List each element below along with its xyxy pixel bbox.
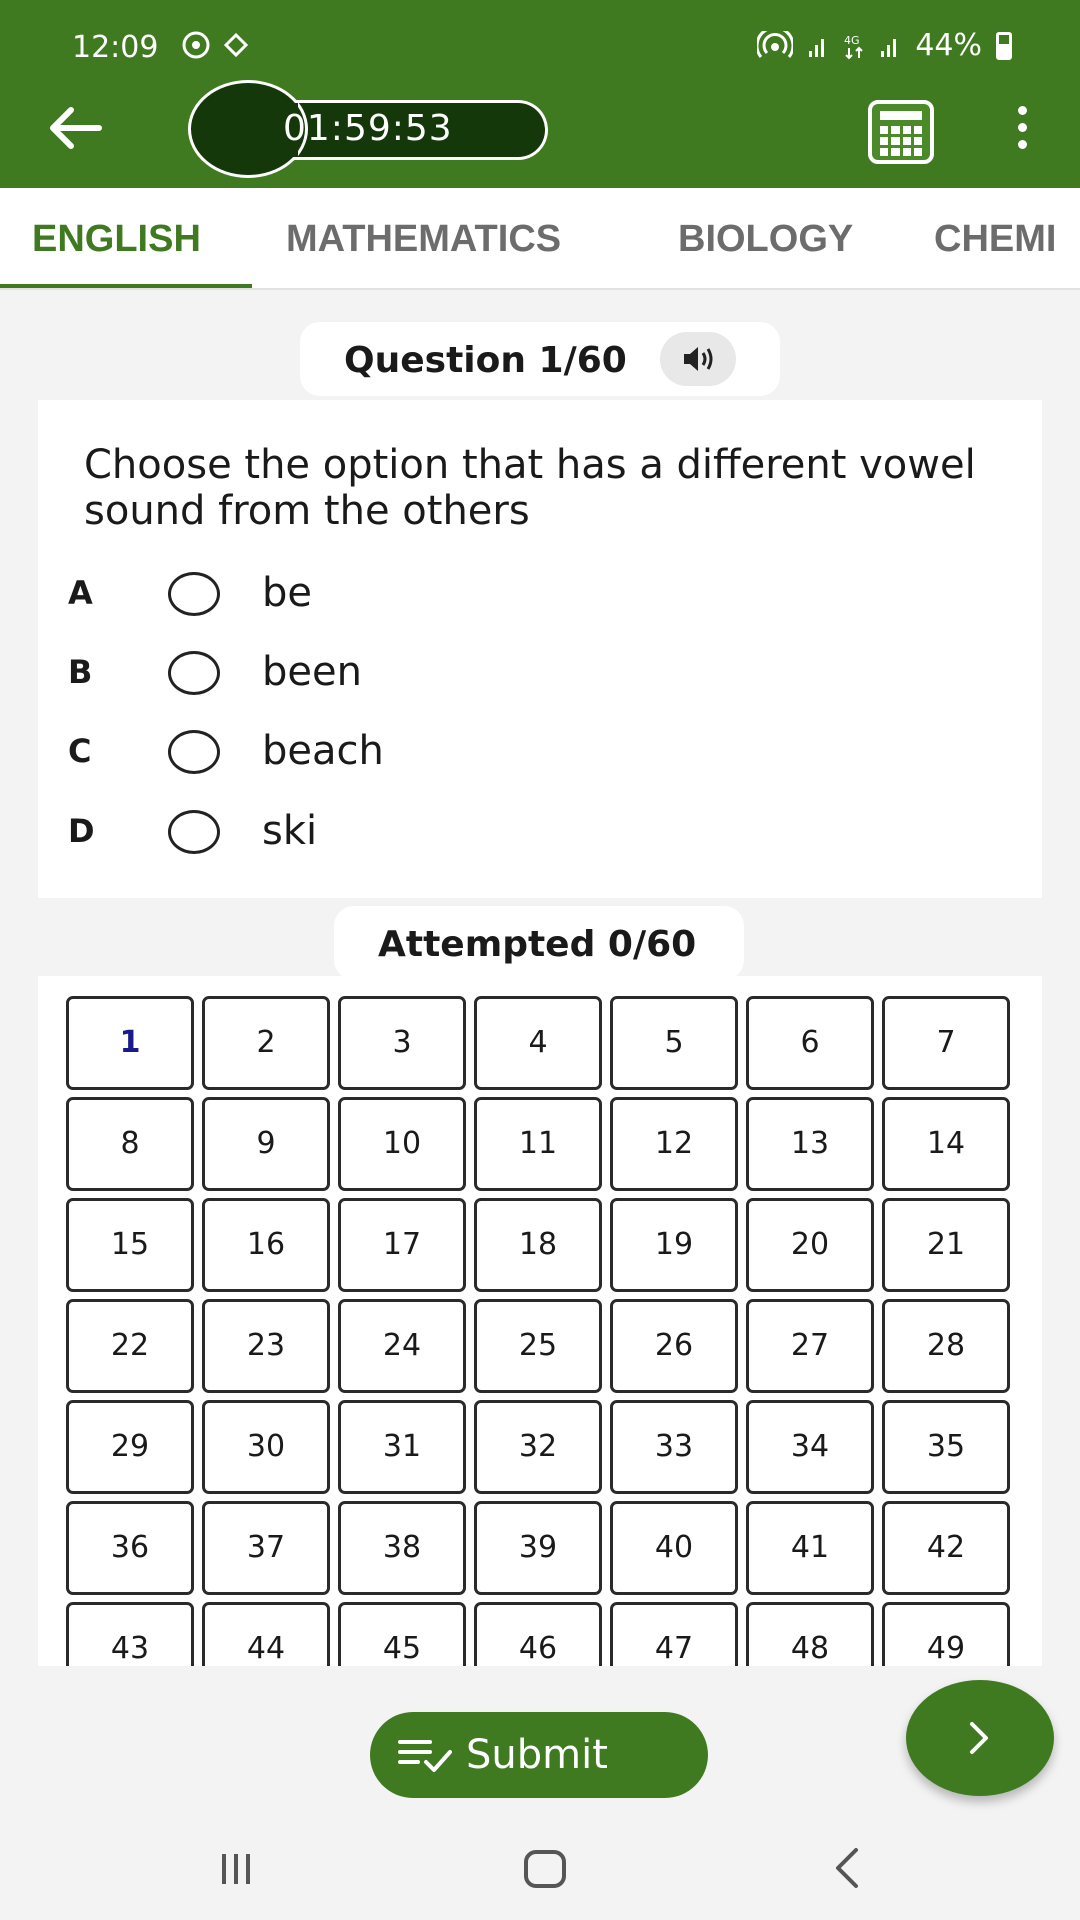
question-grid-cell[interactable]: 25: [474, 1299, 602, 1393]
question-grid-cell[interactable]: 19: [610, 1198, 738, 1292]
question-grid-cell[interactable]: 3: [338, 996, 466, 1090]
back-arrow-icon[interactable]: [40, 96, 110, 166]
signal-icon: [807, 33, 829, 59]
question-grid-cell[interactable]: 34: [746, 1400, 874, 1494]
question-counter-box: [300, 322, 780, 396]
question-grid-cell[interactable]: 21: [882, 1198, 1010, 1292]
attempted-box: [334, 906, 744, 980]
question-counter: Question 1/60: [344, 340, 627, 381]
system-nav-bar: [0, 1816, 1080, 1920]
question-grid-cell[interactable]: 20: [746, 1198, 874, 1292]
option-text: be: [262, 570, 312, 616]
calculator-icon[interactable]: [868, 100, 934, 164]
option-letter: D: [68, 812, 95, 850]
next-button[interactable]: [906, 1680, 1054, 1796]
question-grid-cell[interactable]: 29: [66, 1400, 194, 1494]
tab-biology[interactable]: BIOLOGY: [678, 218, 854, 260]
chrome-icon: [182, 30, 262, 60]
question-grid-cell[interactable]: 37: [202, 1501, 330, 1595]
active-tab-indicator: [0, 284, 252, 288]
question-grid-cell[interactable]: 44: [202, 1602, 330, 1666]
more-vert-icon[interactable]: [1010, 100, 1034, 160]
option-b[interactable]: [68, 643, 668, 703]
question-grid-cell[interactable]: 38: [338, 1501, 466, 1595]
option-d[interactable]: [68, 802, 668, 862]
question-grid-cell[interactable]: 23: [202, 1299, 330, 1393]
option-text: beach: [262, 728, 384, 774]
status-icons-left: [182, 30, 262, 67]
question-grid-cell[interactable]: 30: [202, 1400, 330, 1494]
question-grid-cell[interactable]: 48: [746, 1602, 874, 1666]
nav-back-icon[interactable]: [832, 1846, 862, 1890]
question-grid-cell[interactable]: 8: [66, 1097, 194, 1191]
home-icon[interactable]: [524, 1850, 566, 1888]
question-grid-cell[interactable]: 36: [66, 1501, 194, 1595]
question-grid-cell[interactable]: 46: [474, 1602, 602, 1666]
question-grid-cell[interactable]: 2: [202, 996, 330, 1090]
question-grid-cell[interactable]: 17: [338, 1198, 466, 1292]
question-grid-cell[interactable]: 7: [882, 996, 1010, 1090]
question-grid-cell[interactable]: 16: [202, 1198, 330, 1292]
status-icons-right: [757, 28, 1012, 63]
question-grid-cell[interactable]: 5: [610, 996, 738, 1090]
option-text: been: [262, 649, 362, 695]
app-header: [0, 0, 1080, 188]
question-grid-cell[interactable]: 26: [610, 1299, 738, 1393]
question-grid-cell[interactable]: 18: [474, 1198, 602, 1292]
question-grid-cell[interactable]: 45: [338, 1602, 466, 1666]
question-grid-cell[interactable]: 6: [746, 996, 874, 1090]
option-letter: A: [68, 574, 93, 612]
status-time: 12:09: [72, 30, 159, 65]
option-letter: B: [68, 653, 93, 691]
option-radio[interactable]: [168, 810, 220, 854]
question-grid-cell[interactable]: 43: [66, 1602, 194, 1666]
option-letter: C: [68, 732, 92, 770]
4g-icon: [843, 32, 865, 60]
question-grid-cell[interactable]: 15: [66, 1198, 194, 1292]
question-grid-cell[interactable]: 1: [66, 996, 194, 1090]
hotspot-icon: [757, 31, 793, 61]
question-text: Choose the option that has a different vowel sound from the others: [84, 442, 976, 534]
svg-text:4G: 4G: [844, 33, 860, 47]
question-grid-cell[interactable]: 35: [882, 1400, 1010, 1494]
tab-english[interactable]: ENGLISH: [32, 218, 201, 260]
option-a[interactable]: [68, 564, 668, 624]
recents-icon[interactable]: [222, 1854, 262, 1884]
submit-label: Submit: [466, 1732, 608, 1778]
question-grid-cell[interactable]: 33: [610, 1400, 738, 1494]
question-grid-cell[interactable]: 32: [474, 1400, 602, 1494]
question-grid-cell[interactable]: 49: [882, 1602, 1010, 1666]
question-grid-cell[interactable]: 22: [66, 1299, 194, 1393]
chevron-right-icon: [964, 1718, 996, 1758]
question-grid-cell[interactable]: 12: [610, 1097, 738, 1191]
option-radio[interactable]: [168, 651, 220, 695]
question-grid-cell[interactable]: 31: [338, 1400, 466, 1494]
question-grid-cell[interactable]: 42: [882, 1501, 1010, 1595]
signal-icon: [879, 33, 901, 59]
question-grid-cell[interactable]: 4: [474, 996, 602, 1090]
question-grid-cell[interactable]: 40: [610, 1501, 738, 1595]
timer: [188, 80, 558, 178]
submit-button[interactable]: [370, 1712, 708, 1798]
question-grid-cell[interactable]: 27: [746, 1299, 874, 1393]
option-radio[interactable]: [168, 730, 220, 774]
battery-percent: 44%: [915, 28, 982, 63]
tab-mathematics[interactable]: MATHEMATICS: [286, 218, 562, 260]
question-grid-cell[interactable]: 9: [202, 1097, 330, 1191]
question-grid-cell[interactable]: 11: [474, 1097, 602, 1191]
question-grid-cell[interactable]: 41: [746, 1501, 874, 1595]
option-c[interactable]: [68, 722, 668, 782]
question-grid-cell[interactable]: 13: [746, 1097, 874, 1191]
timer-text: 01:59:53: [283, 108, 453, 149]
checklist-icon: [396, 1734, 454, 1774]
attempted-count: Attempted 0/60: [378, 924, 697, 965]
speaker-icon: [680, 343, 716, 375]
tab-chemistry[interactable]: CHEMI: [934, 218, 1057, 260]
speaker-button[interactable]: [660, 332, 736, 386]
question-grid-cell[interactable]: 47: [610, 1602, 738, 1666]
question-grid-cell[interactable]: 24: [338, 1299, 466, 1393]
question-grid: [38, 976, 1042, 1666]
question-grid-cell[interactable]: 39: [474, 1501, 602, 1595]
question-card: [38, 400, 1042, 898]
option-text: ski: [262, 808, 318, 854]
option-radio[interactable]: [168, 572, 220, 616]
subject-tabs: [0, 188, 1080, 290]
question-grid-cell[interactable]: 10: [338, 1097, 466, 1191]
question-grid-cell[interactable]: 14: [882, 1097, 1010, 1191]
battery-icon: [996, 32, 1012, 60]
question-grid-cell[interactable]: 28: [882, 1299, 1010, 1393]
